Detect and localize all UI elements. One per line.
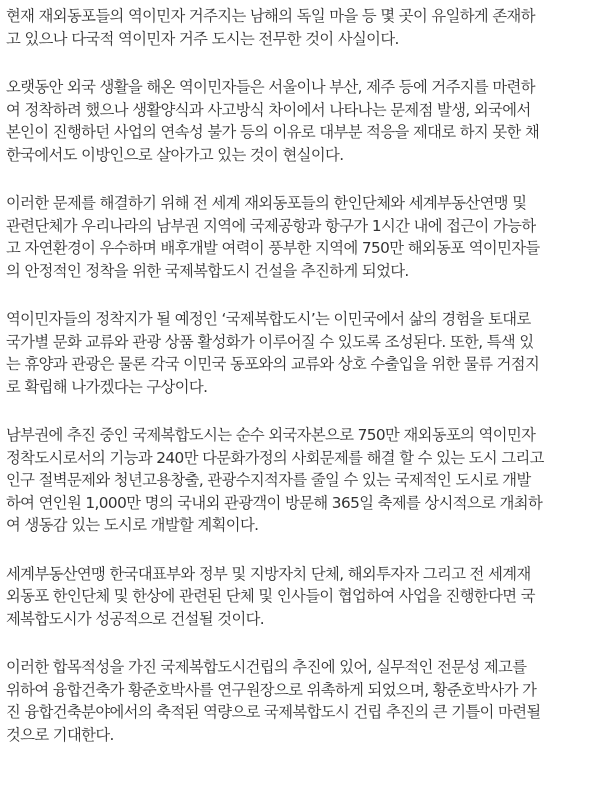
text-line: 국가별 문화 교류와 관광 상품 활성화가 이루어질 수 있도록 조성된다. 또한, 특색 있 (6, 332, 534, 351)
text-line: 것으로 기대한다. (6, 725, 114, 744)
text-line: 는 휴양과 관광은 물론 각국 이민국 동포와의 교류와 상호 수출입을 위한 물류 거점지 (6, 355, 540, 373)
text-line: 하여 연인원 1,000만 명의 국내외 관광객이 방문해 365일 축제를 상시적으로 개최하 (6, 493, 543, 512)
text-line: 정착도시로서의 기능과 240만 다문화가정의 사회문제를 해결 할 수 있는 도시 그리고 (6, 448, 544, 467)
text-line: 이러한 합목적성을 가진 국제복합도시건립의 추진에 있어, 실무적인 전문성 제고를 (6, 658, 527, 676)
text-line: 의 안정적인 정착을 위한 국제복합도시 건설을 추진하게 되었다. (6, 261, 409, 280)
text-line: 고 자연환경이 우수하며 배후개발 여력이 풍부한 지역에 750만 해외동포 역이민자들 (6, 239, 540, 257)
text-line: 관련단체가 우리나라의 남부권 지역에 국제공항과 항구가 1시간 내에 접근이 가능하 (6, 216, 536, 235)
paragraph-4 (6, 308, 592, 398)
paragraph-6 (6, 563, 592, 631)
text-line: 본인이 진행하던 사업의 연속성 불가 등의 이유로 대부분 적응을 제대로 하지 못한 채 (6, 123, 540, 141)
paragraph-2 (6, 76, 592, 166)
text-line: 고 있으나 다국적 역이민자 거주 도시는 전무한 것이 사실이다. (6, 29, 399, 48)
paragraph-3 (6, 192, 592, 282)
text-line: 한국에서도 이방인으로 살아가고 있는 것이 현실이다. (6, 145, 344, 164)
text-line: 위하여 융합건축가 황준호박사를 연구원장으로 위촉하게 되었으며, 황준호박사가 가 (6, 680, 537, 699)
text-line: 역이민자들의 정착지가 될 예정인 ‘국제복합도시’는 이민국에서 삶의 경험을 토대로 (6, 310, 531, 328)
text-line: 여 정착하려 했으나 생활양식과 사고방식 차이에서 나타나는 문제점 발생, 외국에서 (6, 100, 531, 119)
text-line: 현재 재외동포들의 역이민자 거주지는 남해의 독일 마을 등 몇 곳이 유일하게 존재하 (6, 7, 535, 25)
text-line: 인구 절벽문제와 청년고용창출, 관광수지적자를 줄일 수 있는 국제적인 도시로 개발 (6, 471, 531, 489)
paragraph-7 (6, 656, 592, 746)
paragraph-5 (6, 424, 592, 537)
text-line: 세계부동산연맹 한국대표부와 정부 및 지방자치 단체, 해외투자자 그리고 전 세계재 (6, 564, 531, 583)
text-line: 외동포 한인단체 및 한상에 관련된 단체 및 인사들이 협업하여 사업을 진행한다면 국 (6, 587, 535, 605)
text-line: 이러한 문제를 해결하기 위해 전 세계 재외동포들의 한인단체와 세계부동산연맹 및 (6, 194, 527, 212)
text-line: 제복합도시가 성공적으로 건설될 것이다. (6, 609, 265, 628)
text-line: 오랫동안 외국 생활을 해온 역이민자들은 서울이나 부산, 제주 등에 거주지를 마련하 (6, 78, 535, 96)
text-line: 여 생동감 있는 도시로 개발할 계획이다. (6, 516, 259, 534)
text-line: 진 융합건축분야에서의 축적된 역량으로 국제복합도시 건립 추진의 큰 기틀이 마련될 (6, 703, 541, 721)
text-line: 남부권에 추진 중인 국제복합도시는 순수 외국자본으로 750만 재외동포의 역이민자 (6, 426, 536, 444)
paragraph-1 (6, 5, 592, 50)
text-line: 로 확립해 나가겠다는 구상이다. (6, 377, 208, 396)
